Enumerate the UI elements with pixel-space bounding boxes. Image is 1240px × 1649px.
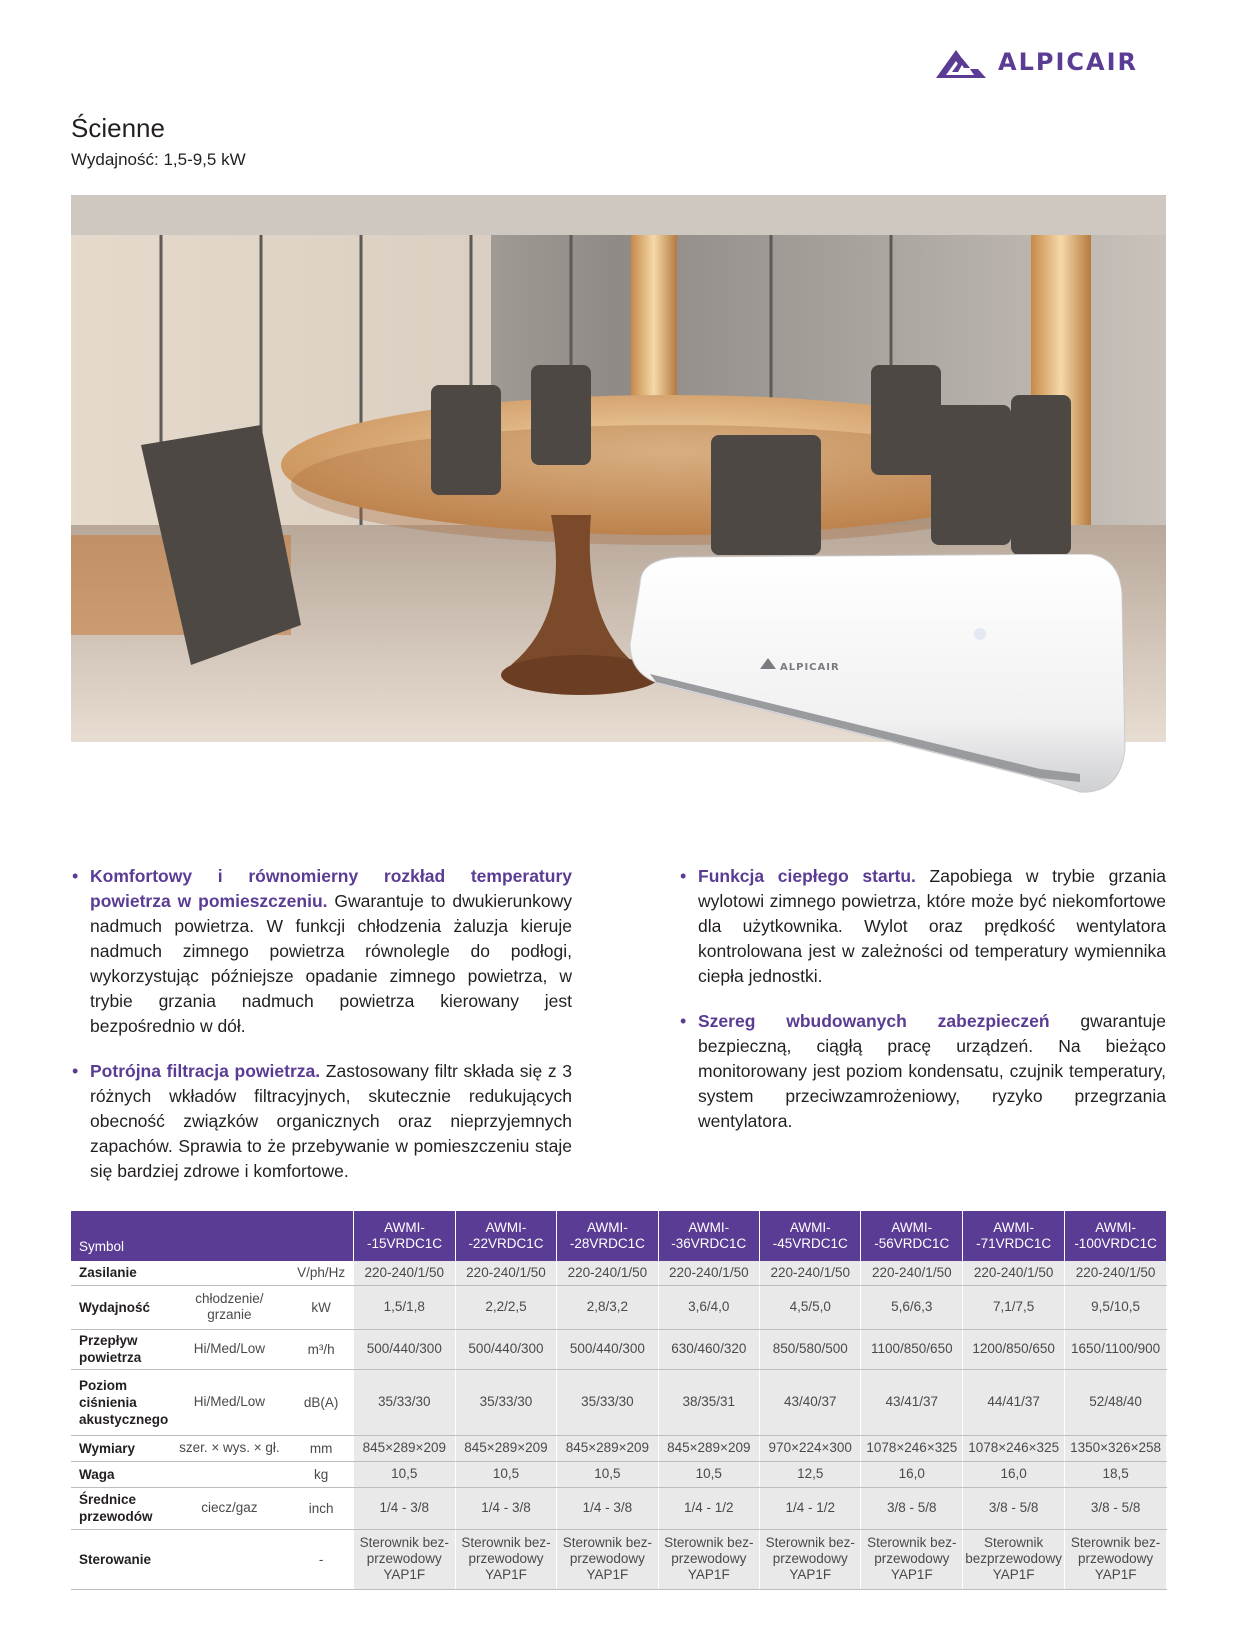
table-cell: 1/4 - 1/2 <box>658 1487 759 1529</box>
table-cell: 850/580/500 <box>760 1329 861 1369</box>
table-cell: 1,5/1,8 <box>354 1285 455 1329</box>
model-header: AWMI- -36VRDC1C <box>658 1211 759 1261</box>
table-cell: 35/33/30 <box>455 1369 556 1435</box>
row-label: Zasilanie <box>71 1261 170 1285</box>
table-cell: 10,5 <box>557 1461 658 1487</box>
specification-table <box>71 1211 1167 1590</box>
table-row <box>71 1435 1167 1461</box>
table-cell: 3/8 - 5/8 <box>861 1487 963 1529</box>
table-cell: 18,5 <box>1065 1461 1167 1487</box>
brand-logo <box>934 40 1166 84</box>
row-sublabel: ciecz/gaz <box>170 1487 288 1529</box>
features-left-column <box>72 864 572 1204</box>
table-cell: Sterownik bez-przewodowy YAP1F <box>760 1529 861 1589</box>
feature-item <box>72 864 572 1039</box>
feature-text: Gwarantuje to dwukierunkowy nadmuch powietrza. W funkcji chłodzenia żaluzja kieruje nadmuch zimnego powietrza równolegle do podłogi, wykorzystując późniejsze opadanie zimnego powietrza, w trybie grzania nadmuch powietrza kierowany jest bezpośrednio w dół. <box>90 891 572 1036</box>
symbol-header: Symbol <box>71 1211 354 1261</box>
table-cell: Sterownik bez-przewodowy YAP1F <box>354 1529 455 1589</box>
table-cell: 7,1/7,5 <box>963 1285 1065 1329</box>
table-cell: 1650/1100/900 <box>1065 1329 1167 1369</box>
feature-text: Zapobiega w trybie grzania wylotowi zimnego powietrza, które może być niekomfortowe dla użytkownika. Wylot oraz prędkość wentylatora kontrolowana jest w zależności od temperatury wymiennika ciepła jednostki. <box>698 866 1166 986</box>
table-cell: 10,5 <box>658 1461 759 1487</box>
row-unit: kg <box>288 1461 353 1487</box>
table-cell: 35/33/30 <box>354 1369 455 1435</box>
table-cell: 16,0 <box>861 1461 963 1487</box>
table-cell: 44/41/37 <box>963 1369 1065 1435</box>
table-cell: 220-240/1/50 <box>760 1261 861 1285</box>
row-sublabel: Hi/Med/Low <box>170 1329 288 1369</box>
feature-text: gwarantuje bezpieczną, ciągłą pracę urządzeń. Na bieżąco monitorowany jest poziom kondensatu, czujnik temperatury, system przeciwzamrożeniowy, ryzyko przegrzania wentylatora. <box>698 1011 1166 1131</box>
table-cell: 1078×246×325 <box>963 1435 1065 1461</box>
table-cell: Sterownik bezprzewodowy YAP1F <box>963 1529 1065 1589</box>
air-conditioner-unit-image <box>620 554 1130 804</box>
table-cell: 845×289×209 <box>354 1435 455 1461</box>
table-cell: 220-240/1/50 <box>557 1261 658 1285</box>
row-label: Wydajność <box>71 1285 170 1329</box>
table-cell: 500/440/300 <box>455 1329 556 1369</box>
table-cell: 220-240/1/50 <box>861 1261 963 1285</box>
model-header: AWMI- -45VRDC1C <box>760 1211 861 1261</box>
row-unit: V/ph/Hz <box>288 1261 353 1285</box>
table-row <box>71 1329 1167 1369</box>
table-cell: 3/8 - 5/8 <box>1065 1487 1167 1529</box>
row-sublabel: Hi/Med/Low <box>170 1369 288 1435</box>
feature-highlight: Szereg wbudowanych zabezpieczeń <box>698 1011 1050 1031</box>
table-cell: 220-240/1/50 <box>354 1261 455 1285</box>
model-header: AWMI- -100VRDC1C <box>1065 1211 1167 1261</box>
table-cell: 1350×326×258 <box>1065 1435 1167 1461</box>
table-cell: 35/33/30 <box>557 1369 658 1435</box>
feature-item <box>72 1059 572 1184</box>
brand-name: ALPICAIR <box>998 48 1138 76</box>
model-header: AWMI- -15VRDC1C <box>354 1211 455 1261</box>
table-cell: 970×224×300 <box>760 1435 861 1461</box>
table-cell: 16,0 <box>963 1461 1065 1487</box>
row-sublabel <box>170 1461 288 1487</box>
row-unit: mm <box>288 1435 353 1461</box>
table-cell: 3/8 - 5/8 <box>963 1487 1065 1529</box>
table-cell: 52/48/40 <box>1065 1369 1167 1435</box>
table-cell: 220-240/1/50 <box>963 1261 1065 1285</box>
feature-item <box>680 864 1166 989</box>
features-right-column <box>680 864 1166 1154</box>
table-cell: 9,5/10,5 <box>1065 1285 1167 1329</box>
table-cell: Sterownik bez-przewodowy YAP1F <box>861 1529 963 1589</box>
model-header: AWMI- -56VRDC1C <box>861 1211 963 1261</box>
alpicair-logo-icon <box>934 42 990 82</box>
row-sublabel: chłodzenie/ grzanie <box>170 1285 288 1329</box>
feature-highlight: Potrójna filtracja powietrza. <box>90 1061 321 1081</box>
table-header-row <box>71 1211 1167 1261</box>
table-cell: 1200/850/650 <box>963 1329 1065 1369</box>
row-unit: m³/h <box>288 1329 353 1369</box>
table-cell: 2,8/3,2 <box>557 1285 658 1329</box>
model-header: AWMI- -71VRDC1C <box>963 1211 1065 1261</box>
feature-item <box>680 1009 1166 1134</box>
table-cell: 220-240/1/50 <box>658 1261 759 1285</box>
table-row <box>71 1285 1167 1329</box>
table-row <box>71 1461 1167 1487</box>
table-cell: Sterownik bez-przewodowy YAP1F <box>455 1529 556 1589</box>
model-header: AWMI- -28VRDC1C <box>557 1211 658 1261</box>
table-row <box>71 1529 1167 1589</box>
model-header: AWMI- -22VRDC1C <box>455 1211 556 1261</box>
table-cell: 2,2/2,5 <box>455 1285 556 1329</box>
table-cell: 12,5 <box>760 1461 861 1487</box>
row-unit: - <box>288 1529 353 1589</box>
svg-text:ALPICAIR: ALPICAIR <box>780 662 840 673</box>
row-unit: inch <box>288 1487 353 1529</box>
row-unit: kW <box>288 1285 353 1329</box>
row-unit: dB(A) <box>288 1369 353 1435</box>
row-label: Przepływ powietrza <box>71 1329 170 1369</box>
table-cell: 1/4 - 1/2 <box>760 1487 861 1529</box>
table-cell: 1/4 - 3/8 <box>354 1487 455 1529</box>
table-cell: 845×289×209 <box>455 1435 556 1461</box>
table-cell: 845×289×209 <box>557 1435 658 1461</box>
table-row <box>71 1261 1167 1285</box>
table-cell: 1100/850/650 <box>861 1329 963 1369</box>
table-cell: 220-240/1/50 <box>1065 1261 1167 1285</box>
feature-text: Zastosowany filtr składa się z 3 różnych wkładów filtracyjnych, skutecznie redukujących obecność związków organicznych oraz nieprzyjemnych zapachów. Sprawia to że przebywanie w pomieszczeniu staje się bardziej zdrowe i komfortowe. <box>90 1061 572 1181</box>
table-cell: 3,6/4,0 <box>658 1285 759 1329</box>
table-cell: 1078×246×325 <box>861 1435 963 1461</box>
table-cell: 43/41/37 <box>861 1369 963 1435</box>
table-cell: Sterownik bez-przewodowy YAP1F <box>557 1529 658 1589</box>
table-cell: 4,5/5,0 <box>760 1285 861 1329</box>
table-row <box>71 1487 1167 1529</box>
row-label: Waga <box>71 1461 170 1487</box>
table-cell: 5,6/6,3 <box>861 1285 963 1329</box>
table-row <box>71 1369 1167 1435</box>
table-cell: 10,5 <box>455 1461 556 1487</box>
row-sublabel <box>170 1529 288 1589</box>
page-title: Ścienne <box>71 113 165 143</box>
row-label: Średnice przewodów <box>71 1487 170 1529</box>
table-cell: 220-240/1/50 <box>455 1261 556 1285</box>
table-cell: 630/460/320 <box>658 1329 759 1369</box>
table-cell: Sterownik bez-przewodowy YAP1F <box>1065 1529 1167 1589</box>
page-subtitle: Wydajność: 1,5-9,5 kW <box>71 150 246 169</box>
table-cell: 43/40/37 <box>760 1369 861 1435</box>
feature-highlight: Funkcja ciepłego startu. <box>698 866 916 886</box>
table-cell: Sterownik bez-przewodowy YAP1F <box>658 1529 759 1589</box>
table-cell: 1/4 - 3/8 <box>557 1487 658 1529</box>
row-label: Wymiary <box>71 1435 170 1461</box>
row-sublabel: szer. × wys. × gł. <box>170 1435 288 1461</box>
feature-highlight: Komfortowy i równomierny rozkład temperatury powietrza w pomieszczeniu. <box>90 866 572 911</box>
table-cell: 10,5 <box>354 1461 455 1487</box>
table-cell: 845×289×209 <box>658 1435 759 1461</box>
table-cell: 500/440/300 <box>557 1329 658 1369</box>
table-cell: 38/35/31 <box>658 1369 759 1435</box>
table-cell: 1/4 - 3/8 <box>455 1487 556 1529</box>
row-label: Poziom ciśnienia akustycznego <box>71 1369 170 1435</box>
row-sublabel <box>170 1261 288 1285</box>
table-cell: 500/440/300 <box>354 1329 455 1369</box>
row-label: Sterowanie <box>71 1529 170 1589</box>
